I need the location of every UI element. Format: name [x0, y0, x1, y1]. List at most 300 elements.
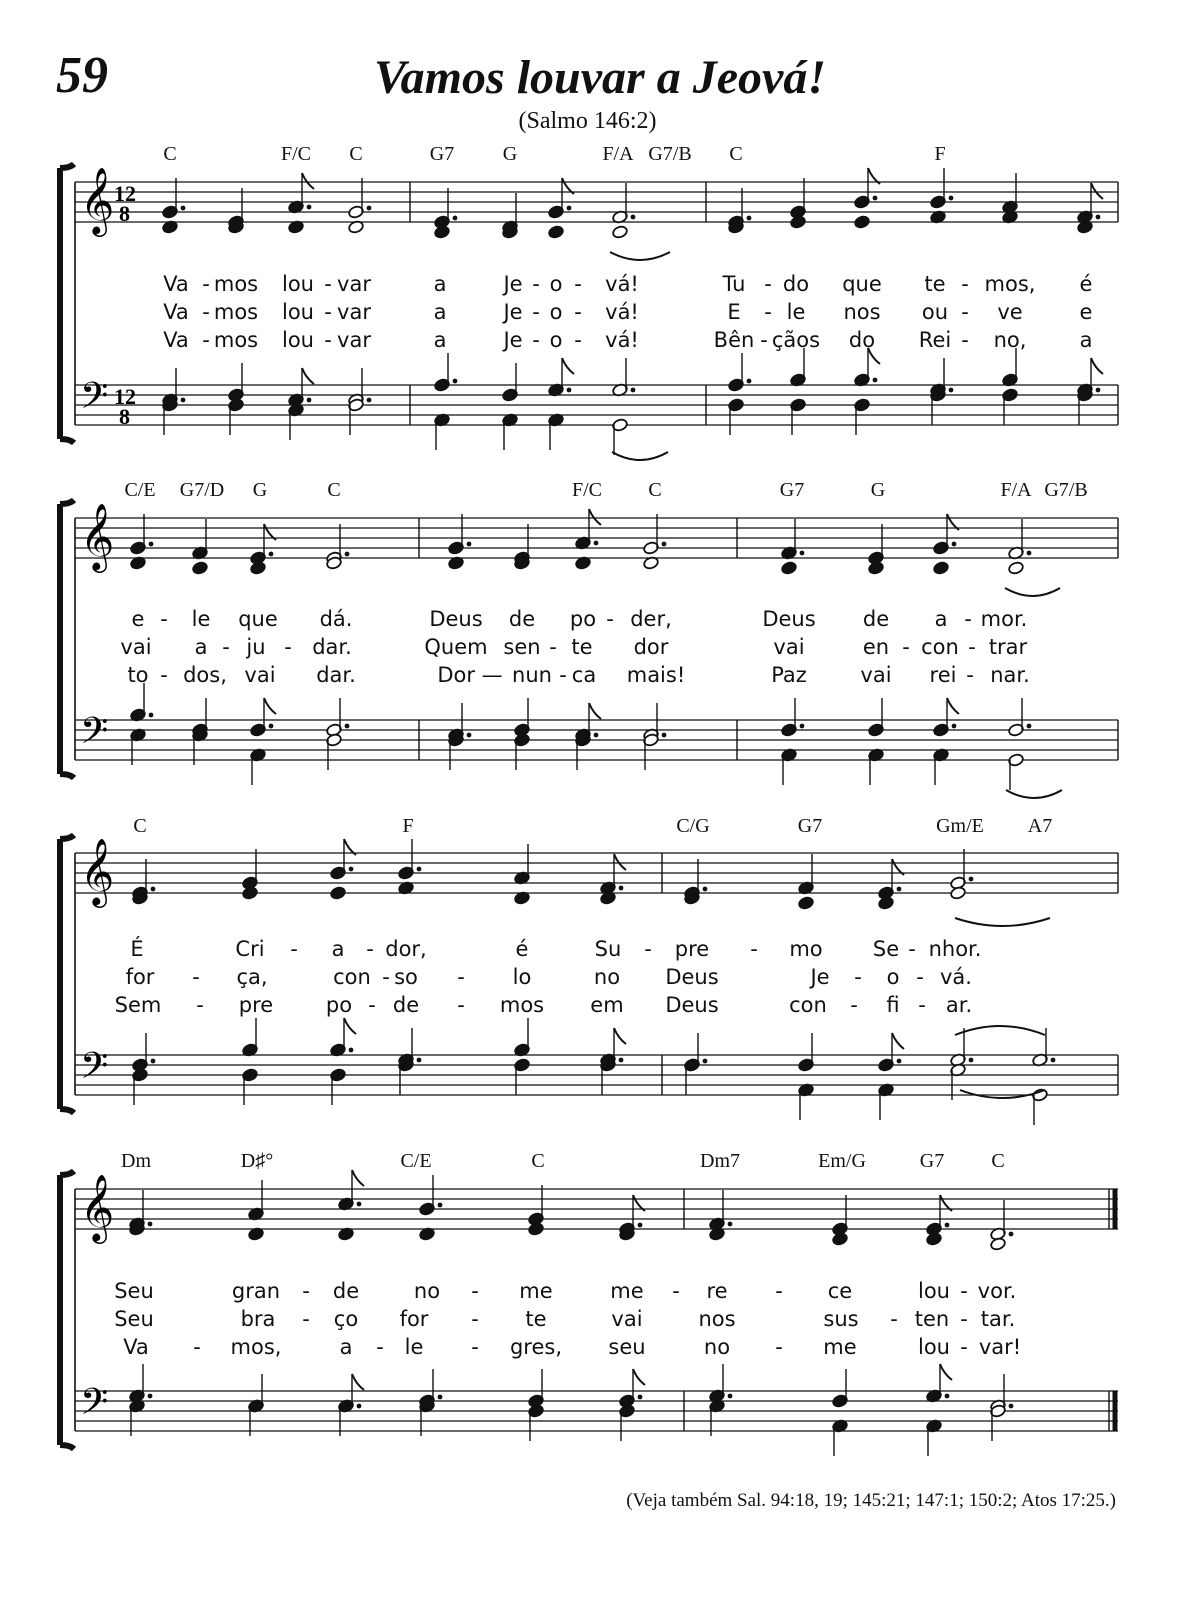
lyric-syllable: ten — [914, 1307, 950, 1331]
lyric-syllable: vá! — [605, 272, 639, 296]
chord-symbol: D♯° — [240, 1150, 274, 1172]
lyric-syllable: É — [130, 937, 144, 961]
augmentation-dot — [345, 724, 350, 729]
lyric-syllable: to — [127, 663, 149, 687]
augmentation-dot — [897, 1059, 902, 1064]
lyric-syllable: ar. — [945, 993, 973, 1017]
chord-symbol: Dm7 — [700, 1150, 740, 1172]
lyric-syllable: fi — [886, 993, 900, 1017]
lyric-syllable: - — [549, 635, 557, 659]
lyric-syllable: lou — [282, 328, 314, 352]
lyric-syllable: dor, — [385, 937, 427, 961]
augmentation-dot — [873, 378, 878, 383]
lyric-syllable: vá. — [940, 965, 972, 989]
notehead — [612, 225, 629, 239]
lyric-syllable: lou — [282, 300, 314, 324]
lyric-syllable: for — [399, 1307, 429, 1331]
note-flag — [614, 1028, 626, 1044]
lyric-syllable: Seu — [114, 1307, 154, 1331]
notehead — [192, 561, 209, 575]
augmentation-dot — [969, 1058, 974, 1063]
lyric-syllable: no — [413, 1279, 441, 1303]
lyric-syllable: - — [366, 937, 374, 961]
lyric-syllable: - — [559, 663, 567, 687]
augmentation-dot — [1096, 388, 1101, 393]
lyric-syllable: mos — [213, 300, 259, 324]
lyric-syllable: con — [333, 965, 371, 989]
lyric-syllable: a — [194, 635, 208, 659]
lyric-syllable: - — [961, 328, 969, 352]
chord-symbol: F/A — [602, 143, 634, 165]
chord-symbol: F — [402, 815, 414, 837]
lyric-syllable: - — [966, 663, 974, 687]
lyric-syllable: - — [284, 635, 292, 659]
notehead — [933, 561, 950, 575]
lyric-syllable: - — [457, 965, 465, 989]
chord-symbol: C — [327, 479, 341, 501]
lyric-syllable: çãos — [771, 328, 821, 352]
lyric-syllable: em — [590, 993, 624, 1017]
lyric-syllable: a — [433, 272, 447, 296]
augmentation-dot — [747, 379, 752, 384]
lyric-syllable: le — [191, 607, 211, 631]
slur — [1006, 790, 1062, 798]
lyric-syllable: ce — [827, 1279, 853, 1303]
lyric-syllable: - — [196, 993, 204, 1017]
lyric-syllable: é — [1079, 272, 1093, 296]
lyric-syllable: no — [703, 1335, 731, 1359]
augmentation-dot — [619, 1058, 624, 1063]
bass-clef-icon: 𝄢 — [80, 710, 109, 761]
note-flag — [302, 173, 314, 189]
slur — [1005, 588, 1060, 596]
lyric-syllable: vor. — [977, 1279, 1017, 1303]
lyric-syllable: var! — [978, 1335, 1022, 1359]
lyric-syllable: - — [775, 1335, 783, 1359]
augmentation-dot — [703, 1059, 708, 1064]
lyric-syllable: Va — [163, 328, 189, 352]
augmentation-dot — [453, 379, 458, 384]
lyric-syllable: Su — [594, 937, 622, 961]
augmentation-dot — [307, 398, 312, 403]
time-signature: 8 — [119, 404, 130, 429]
augmentation-dot — [1027, 724, 1032, 729]
augmentation-dot — [367, 206, 372, 211]
lyric-syllable: no, — [993, 328, 1027, 352]
lyric-syllable: nhor. — [928, 937, 982, 961]
augmentation-dot — [567, 388, 572, 393]
lyric-syllable: a — [331, 937, 345, 961]
lyric-syllable: - — [750, 937, 758, 961]
augmentation-dot — [662, 733, 667, 738]
lyric-syllable: so — [394, 965, 418, 989]
lyric-syllable: der, — [630, 607, 672, 631]
lyric-syllable: Dor — — [437, 663, 503, 687]
lyric-syllable: Bên — [713, 328, 755, 352]
note-flag — [302, 368, 314, 384]
lyric-syllable: - — [532, 328, 540, 352]
chord-symbol: Gm/E — [936, 815, 984, 837]
augmentation-dot — [148, 1222, 153, 1227]
augmentation-dot — [181, 398, 186, 403]
slur — [610, 252, 670, 260]
note-flag — [589, 509, 601, 525]
chord-symbol: G7 — [779, 479, 805, 501]
lyric-syllable: Rei — [918, 328, 952, 352]
lyric-syllable: de — [862, 607, 890, 631]
augmentation-dot — [1009, 1404, 1014, 1409]
lyric-syllable: gran — [231, 1279, 281, 1303]
augmentation-dot — [349, 1048, 354, 1053]
system-bracket — [60, 500, 74, 778]
lyric-syllable: lou — [918, 1279, 950, 1303]
lyric-syllable: nun — [512, 663, 552, 687]
lyric-syllable: re — [706, 1279, 728, 1303]
chord-symbol: C — [133, 815, 147, 837]
lyric-syllable: vá! — [605, 328, 639, 352]
chord-symbol: C — [648, 479, 662, 501]
lyric-syllable: sen — [503, 635, 541, 659]
note-flag — [344, 1018, 356, 1034]
lyric-syllable: dar. — [312, 635, 352, 659]
lyric-syllable: o — [549, 328, 563, 352]
lyric-syllable: vai — [773, 635, 805, 659]
lyric-syllable: mos — [213, 272, 259, 296]
augmentation-dot — [1009, 1232, 1014, 1237]
notehead — [781, 561, 798, 575]
lyric-syllable: - — [764, 300, 772, 324]
note-flag — [940, 1364, 952, 1380]
augmentation-dot — [638, 1395, 643, 1400]
lyric-syllable: a — [1079, 328, 1093, 352]
augmentation-dot — [307, 205, 312, 210]
lyric-syllable: - — [918, 993, 926, 1017]
augmentation-dot — [149, 542, 154, 547]
lyric-syllable: pre — [674, 937, 710, 961]
lyric-syllable: - — [960, 1335, 968, 1359]
treble-clef-icon: 𝄞 — [80, 1173, 115, 1241]
chord-symbol: C/E — [400, 1150, 432, 1172]
lyric-syllable: - — [854, 965, 862, 989]
chord-symbol: F — [934, 143, 946, 165]
chord-symbol: G7 — [429, 143, 455, 165]
lyric-syllable: var — [337, 272, 371, 296]
chord-symbol: C — [163, 143, 177, 165]
lyric-syllable: - — [890, 1307, 898, 1331]
lyric-syllable: - — [960, 1307, 968, 1331]
hymn-number: 59 — [56, 47, 108, 104]
lyric-syllable: - — [775, 1279, 783, 1303]
note-flag — [614, 854, 626, 870]
lyric-syllable: - — [324, 272, 332, 296]
augmentation-dot — [800, 551, 805, 556]
lyric-syllable: a — [339, 1335, 353, 1359]
lyric-syllable: - — [760, 328, 768, 352]
note-flag — [947, 698, 959, 714]
lyric-syllable: - — [471, 1307, 479, 1331]
lyric-syllable: - — [324, 328, 332, 352]
lyric-syllable: - — [574, 300, 582, 324]
lyric-syllable: - — [961, 300, 969, 324]
lyric-syllable: con — [789, 993, 827, 1017]
lyric-syllable: Paz — [771, 663, 807, 687]
note-flag — [633, 1369, 645, 1385]
notehead — [250, 561, 267, 575]
lyric-syllable: - — [916, 965, 924, 989]
chord-symbol: G7/D — [179, 479, 225, 501]
lyric-syllable: e — [131, 607, 145, 631]
lyric-syllable: Je — [503, 300, 523, 324]
lyric-syllable: - — [644, 937, 652, 961]
lyric-syllable: mo — [789, 937, 823, 961]
lyric-syllable: Je — [503, 328, 523, 352]
chord-symbol: C — [991, 1150, 1005, 1172]
note-flag — [352, 1374, 364, 1390]
augmentation-dot — [149, 713, 154, 718]
augmentation-dot — [747, 216, 752, 221]
augmentation-dot — [952, 542, 957, 547]
hymn-title: Vamos louvar a Jeová! — [373, 51, 826, 104]
slur — [960, 1090, 1045, 1098]
augmentation-dot — [467, 733, 472, 738]
chord-symbol: F/A — [1000, 479, 1032, 501]
lyric-syllable: vai — [611, 1307, 643, 1331]
note-flag — [352, 1170, 364, 1186]
lyric-syllable: Deus — [665, 993, 719, 1017]
lyric-syllable: me — [823, 1335, 857, 1359]
lyric-syllable: Quem — [424, 635, 488, 659]
augmentation-dot — [949, 388, 954, 393]
lyric-syllable: - — [202, 300, 210, 324]
note-flag — [264, 698, 276, 714]
lyric-syllable: Va — [163, 272, 189, 296]
note-flag — [892, 1033, 904, 1049]
chord-symbol: G — [870, 479, 886, 501]
lyric-syllable: - — [202, 272, 210, 296]
chord-symbol: C — [349, 143, 363, 165]
lyric-syllable: de — [508, 607, 536, 631]
augmentation-dot — [269, 552, 274, 557]
lyric-syllable: dar. — [316, 663, 356, 687]
lyric-syllable: - — [960, 1279, 968, 1303]
chord-symbol: F/C — [571, 479, 603, 501]
lyric-syllable: lo — [512, 965, 532, 989]
lyric-syllable: Deus — [665, 965, 719, 989]
lyric-syllable: - — [532, 272, 540, 296]
lyric-syllable: nos — [843, 300, 881, 324]
lyric-syllable: o — [549, 300, 563, 324]
bass-clef-icon: 𝄢 — [80, 375, 109, 426]
lyric-syllable: ou — [921, 300, 949, 324]
augmentation-dot — [357, 1404, 362, 1409]
chord-symbol: C/G — [676, 815, 710, 837]
lyric-syllable: mais! — [626, 663, 686, 687]
treble-clef-icon: 𝄞 — [80, 166, 115, 234]
lyric-syllable: - — [302, 1307, 310, 1331]
footnote: (Veja também Sal. 94:18, 19; 145:21; 147:1; 150:2; Atos 17:25.) — [626, 1490, 1116, 1511]
lyric-syllable: Va — [163, 300, 189, 324]
lyric-syllable: no — [593, 965, 621, 989]
notehead — [548, 225, 565, 239]
augmentation-dot — [969, 877, 974, 882]
lyric-syllable: de — [392, 993, 420, 1017]
notehead — [854, 215, 871, 229]
lyric-syllable: Je — [503, 272, 523, 296]
lyric-syllable: - — [192, 965, 200, 989]
bass-clef-icon: 𝄢 — [80, 1045, 109, 1096]
time-signature: 12 — [114, 384, 136, 409]
lyric-syllable: Se — [872, 937, 900, 961]
lyric-syllable: - — [471, 1279, 479, 1303]
treble-clef-icon: 𝄞 — [80, 837, 115, 905]
lyric-syllable: - — [532, 300, 540, 324]
slur — [612, 452, 668, 460]
lyric-syllable: po — [325, 993, 353, 1017]
lyric-syllable: e — [1079, 300, 1093, 324]
lyric-syllable: mos — [213, 328, 259, 352]
lyric-syllable: Tu — [722, 272, 746, 296]
chord-symbol: G7 — [919, 1150, 945, 1172]
chord-symbol: C/E — [124, 479, 156, 501]
lyric-syllable: Sem — [114, 993, 162, 1017]
lyric-syllable: - — [574, 272, 582, 296]
lyric-syllable: bra — [240, 1307, 276, 1331]
lyric-syllable: rei — [929, 663, 957, 687]
lyric-syllable: nar. — [990, 663, 1030, 687]
lyric-syllable: - — [324, 300, 332, 324]
chord-symbol: A7 — [1027, 815, 1053, 837]
augmentation-dot — [438, 1203, 443, 1208]
chord-symbol: G7 — [797, 815, 823, 837]
lyric-syllable: ço — [333, 1307, 359, 1331]
time-signature: 8 — [119, 201, 130, 226]
lyric-syllable: a — [433, 300, 447, 324]
augmentation-dot — [662, 542, 667, 547]
chord-symbol: Em/G — [818, 1150, 866, 1172]
lyric-syllable: te — [525, 1307, 547, 1331]
augmentation-dot — [417, 867, 422, 872]
augmentation-dot — [269, 724, 274, 729]
lyric-syllable: - — [908, 937, 916, 961]
lyric-syllable: po — [569, 607, 597, 631]
augmentation-dot — [949, 196, 954, 201]
lyric-syllable: dor — [633, 635, 669, 659]
lyric-syllable: - — [764, 272, 772, 296]
augmentation-dot — [952, 724, 957, 729]
lyric-syllable: en — [862, 635, 890, 659]
lyric-syllable: gres, — [509, 1335, 563, 1359]
notehead — [1008, 561, 1025, 575]
system-bracket — [60, 835, 74, 1113]
augmentation-dot — [453, 216, 458, 221]
lyric-syllable: pre — [238, 993, 274, 1017]
lyric-syllable: dá. — [319, 607, 353, 631]
bass-clef-icon: 𝄢 — [80, 1381, 109, 1432]
lyric-syllable: - — [202, 328, 210, 352]
augmentation-dot — [417, 1058, 422, 1063]
notehead — [330, 886, 347, 900]
chord-symbol: G — [502, 143, 518, 165]
lyric-syllable: - — [968, 635, 976, 659]
lyric-syllable: vá! — [605, 300, 639, 324]
lyric-syllable: var — [337, 328, 371, 352]
augmentation-dot — [349, 867, 354, 872]
lyric-syllable: - — [672, 1279, 680, 1303]
lyric-syllable: lou — [918, 1335, 950, 1359]
notehead — [950, 886, 967, 900]
augmentation-dot — [1027, 551, 1032, 556]
treble-clef-icon: 𝄞 — [80, 502, 115, 570]
augmentation-dot — [873, 196, 878, 201]
lyric-syllable: a — [433, 328, 447, 352]
lyric-syllable: - — [376, 1335, 384, 1359]
notehead — [926, 1232, 943, 1246]
lyric-syllable: - — [193, 1335, 201, 1359]
notehead — [528, 1222, 545, 1236]
notehead — [990, 1237, 1007, 1251]
notehead — [790, 215, 807, 229]
note-flag — [1091, 358, 1103, 374]
lyric-syllable: o — [549, 272, 563, 296]
augmentation-dot — [728, 1222, 733, 1227]
lyric-syllable: le — [786, 300, 806, 324]
augmentation-dot — [1051, 1058, 1056, 1063]
notehead — [798, 896, 815, 910]
scripture-reference: (Salmo 146:2) — [518, 108, 657, 134]
lyric-syllable: ju — [246, 635, 266, 659]
lyric-syllable: te — [924, 272, 946, 296]
augmentation-dot — [594, 733, 599, 738]
lyric-syllable: - — [961, 272, 969, 296]
lyric-syllable: lou — [282, 272, 314, 296]
lyric-syllable: var — [337, 300, 371, 324]
augmentation-dot — [594, 541, 599, 546]
augmentation-dot — [181, 206, 186, 211]
augmentation-dot — [638, 1223, 643, 1228]
augmentation-dot — [1096, 215, 1101, 220]
lyric-syllable: é — [515, 937, 529, 961]
note-flag — [589, 703, 601, 719]
lyric-syllable: vai — [120, 635, 152, 659]
lyric-syllable: nos — [698, 1307, 736, 1331]
slur — [955, 1026, 1045, 1035]
lyric-syllable: - — [606, 607, 614, 631]
lyric-syllable: mos — [499, 993, 545, 1017]
augmentation-dot — [631, 388, 636, 393]
lyric-syllable: de — [332, 1279, 360, 1303]
lyric-syllable: vai — [860, 663, 892, 687]
lyric-syllable: vai — [244, 663, 276, 687]
notehead — [832, 1232, 849, 1246]
augmentation-dot — [945, 1394, 950, 1399]
lyric-syllable: - — [160, 607, 168, 631]
lyric-syllable: te — [571, 635, 593, 659]
chord-symbol: F/C — [280, 143, 312, 165]
lyric-syllable: dos, — [183, 663, 227, 687]
lyric-syllable: mos, — [230, 1335, 282, 1359]
lyric-syllable: - — [160, 663, 168, 687]
chord-symbol: G7/B — [1044, 479, 1088, 501]
notehead — [242, 886, 259, 900]
lyric-syllable: trar — [988, 635, 1028, 659]
lyric-syllable: do — [782, 272, 810, 296]
chord-symbol: G7/B — [648, 143, 692, 165]
note-flag — [1091, 183, 1103, 199]
lyric-syllable: - — [290, 937, 298, 961]
lyric-syllable: con — [921, 635, 959, 659]
notehead — [868, 561, 885, 575]
slur — [955, 918, 1050, 926]
